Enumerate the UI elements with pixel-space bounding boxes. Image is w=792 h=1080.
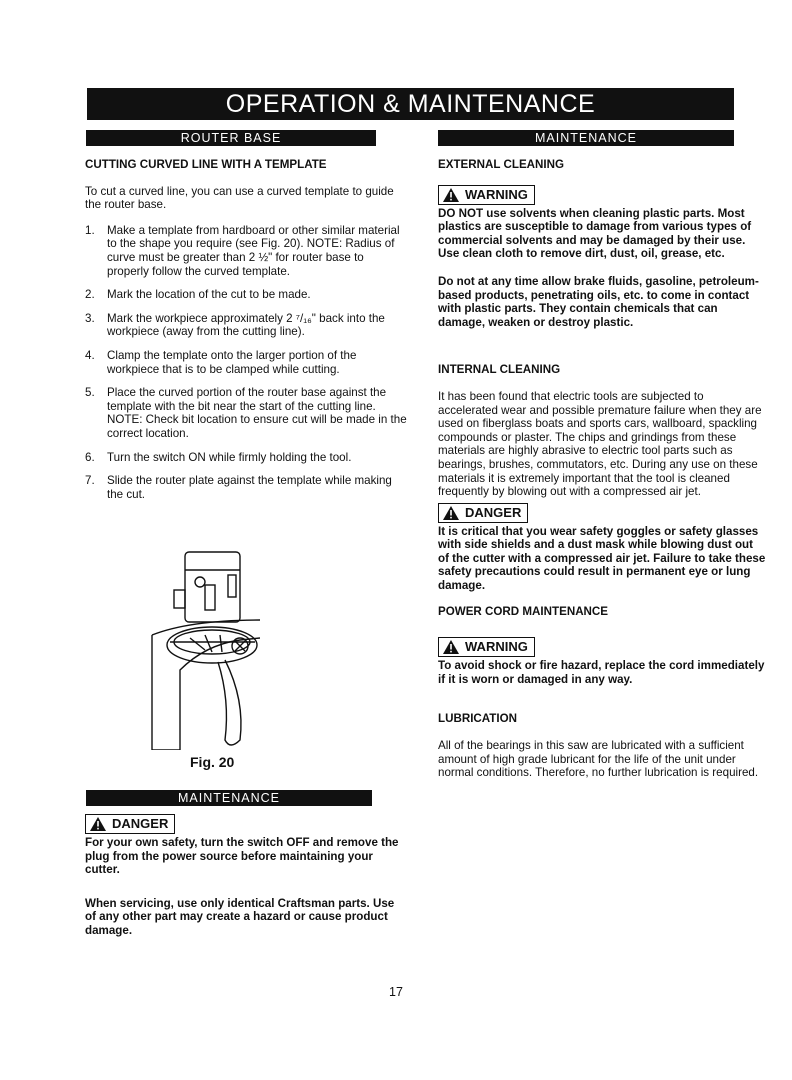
list-item — [85, 288, 407, 302]
danger-label-box — [438, 503, 528, 523]
step-text: Place the curved portion of the router base against the template with the bit near the start of the cutting line. NOTE: Check bit location to ensure cut will be made in the correct location. — [107, 386, 407, 440]
internal-cleaning-heading: INTERNAL CLEANING — [438, 363, 561, 377]
page-number: 17 — [389, 985, 403, 999]
warning-label-box — [438, 637, 535, 657]
warning-label-box — [438, 185, 535, 205]
intro-paragraph: To cut a curved line, you can use a curved template to guide the router base. — [85, 184, 394, 212]
step-text: Mark the workpiece approximately 2 ⁷/₁₆" back into the workpiece (away from the cutting line). — [107, 311, 385, 339]
step-number: 3. — [85, 311, 95, 325]
router-template-figure — [150, 550, 260, 750]
warning-text-brake-fluids: Do not at any time allow brake fluids, gasoline, petroleum-based products, penetrating oils, etc. to come in contact with plastic parts. They contain chemicals that can damage, weaken or destroy plastic. — [438, 274, 759, 329]
danger-label: DANGER — [465, 504, 522, 520]
danger-label: DANGER — [112, 816, 169, 832]
external-cleaning-heading: EXTERNAL CLEANING — [438, 158, 565, 171]
step-text: Turn the switch ON while firmly holding the tool. — [107, 450, 352, 464]
warning-triangle-icon — [443, 506, 459, 520]
figure-caption: Fig. 20 — [190, 754, 235, 770]
right-column — [438, 158, 766, 792]
step-number: 2. — [85, 288, 95, 302]
step-text: Clamp the template onto the larger portion of the workpiece that is to be clamped while cutting. — [107, 348, 357, 376]
warning-label: WARNING — [465, 639, 528, 655]
step-number: 4. — [85, 348, 95, 362]
internal-cleaning-text: It has been found that electric tools are subjected to accelerated wear and possible premature failure when they are used on fiberglass boats and sports cars, wallboard, spackling compounds or plaster. The chips and grindings from these materials are highly abrasive to electric tool parts such as bearings, brushes, commutators, etc. During any use on these materials it is extremely important that the tool is cleaned frequently by blowing out with a compressed air jet. — [438, 389, 762, 499]
step-text: Mark the location of the cut to be made. — [107, 288, 311, 302]
lubrication-heading: LUBRICATION — [438, 712, 517, 726]
step-text: Slide the router plate against the template while making the cut. — [107, 474, 392, 501]
list-item — [85, 386, 407, 440]
step-text: Make a template from hardboard or other similar material to the shape you require (see Fig. 20). NOTE: Radius of curve must be greater than 2 ½" for router base to properly follow the curved template. — [107, 223, 400, 278]
list-item — [85, 312, 407, 339]
power-cord-warning-text: To avoid shock or fire hazard, replace the cord immediately if it is worn or damaged in any way. — [438, 659, 765, 686]
lubrication-text: All of the bearings in this saw are lubricated with a sufficient amount of high grade lubricant for the life of the unit under normal conditions. Therefore, no further lubrication is required. — [438, 739, 759, 780]
page-banner-title: OPERATION & MAINTENANCE — [87, 88, 734, 120]
step-number: 1. — [85, 223, 95, 237]
step-number: 5. — [85, 386, 95, 400]
warning-label: WARNING — [465, 186, 528, 202]
left-column — [85, 158, 407, 511]
danger-text: For your own safety, turn the switch OFF and remove the plug from the power source before maintaining your cutter. — [85, 836, 399, 877]
cutting-curved-line-heading: CUTTING CURVED LINE WITH A TEMPLATE — [85, 158, 327, 171]
danger-label-box — [85, 814, 175, 834]
warning-triangle-icon — [443, 188, 459, 202]
list-item — [85, 224, 407, 278]
list-item — [85, 474, 407, 501]
danger-text: It is critical that you wear safety goggles or safety glasses with side shields and a dust mask while blowing dust out of the cutter with a compressed air jet. Failure to take these safety precautions could result in permanent eye or lung damage. — [438, 524, 766, 593]
warning-triangle-icon — [443, 640, 459, 654]
step-number: 7. — [85, 474, 95, 488]
power-cord-heading: POWER CORD MAINTENANCE — [438, 604, 609, 618]
steps-list — [85, 224, 407, 502]
section-title-router-base: ROUTER BASE — [86, 130, 376, 146]
section-title-maintenance-right: MAINTENANCE — [438, 130, 734, 146]
step-number: 6. — [85, 450, 95, 464]
list-item — [85, 451, 407, 465]
list-item — [85, 349, 407, 376]
warning-triangle-icon — [90, 817, 106, 831]
section-title-maintenance-left: MAINTENANCE — [86, 790, 372, 806]
left-maintenance-block — [85, 814, 407, 950]
servicing-text: When servicing, use only identical Craftsman parts. Use of any other part may create a hazard or cause product damage. — [85, 896, 395, 937]
router-illustration-icon — [150, 550, 260, 750]
warning-text-solvents: DO NOT use solvents when cleaning plastic parts. Most plastics are susceptible to damage from various types of commercial solvents and may be damaged by their use. Use clean cloth to remove dirt, dust, oil, grease, etc. — [438, 206, 752, 261]
